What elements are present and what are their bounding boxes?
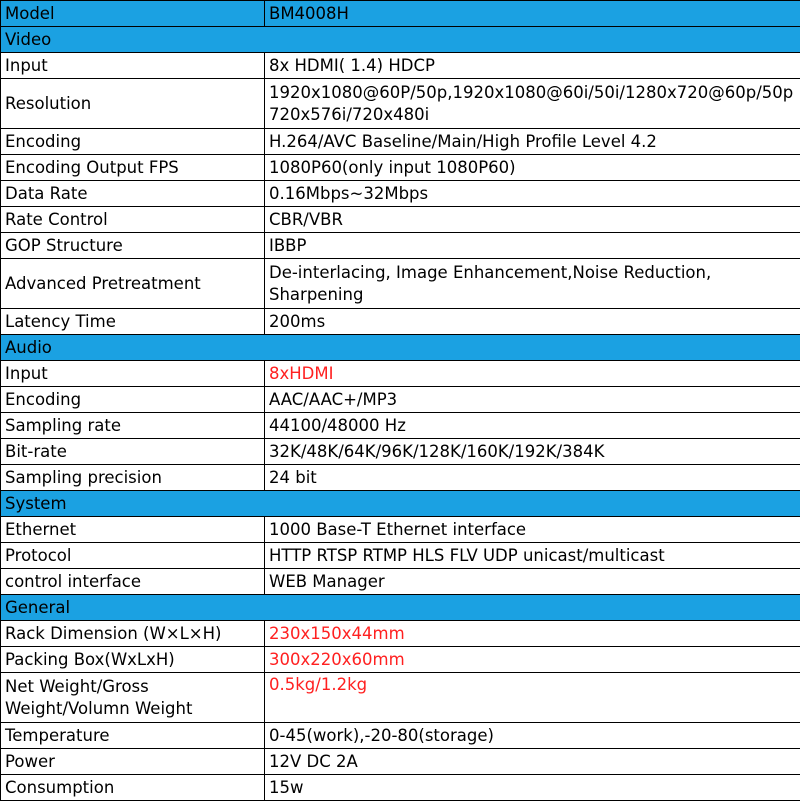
model-value: BM4008H bbox=[265, 1, 800, 27]
spec-label: Encoding Output FPS bbox=[1, 155, 265, 181]
spec-value: 1080P60(only input 1080P60) bbox=[265, 155, 800, 181]
spec-row bbox=[1, 129, 800, 155]
spec-value: IBBP bbox=[265, 233, 800, 259]
spec-row bbox=[1, 569, 800, 595]
spec-label: control interface bbox=[1, 569, 265, 595]
spec-row bbox=[1, 181, 800, 207]
spec-label: Latency Time bbox=[1, 309, 265, 335]
spec-row bbox=[1, 775, 800, 801]
spec-value: H.264/AVC Baseline/Main/High Profile Level 4.2 bbox=[265, 129, 800, 155]
section-title: Video bbox=[1, 27, 800, 53]
spec-label: Sampling precision bbox=[1, 465, 265, 491]
section-title: System bbox=[1, 491, 800, 517]
section-system bbox=[1, 491, 800, 517]
spec-row bbox=[1, 621, 800, 647]
spec-label: Consumption bbox=[1, 775, 265, 801]
spec-label: Input bbox=[1, 361, 265, 387]
spec-value: 8x HDMI( 1.4) HDCP bbox=[265, 53, 800, 79]
spec-value: AAC/AAC+/MP3 bbox=[265, 387, 800, 413]
spec-value: 15w bbox=[265, 775, 800, 801]
spec-label: Net Weight/Gross Weight/Volumn Weight bbox=[1, 673, 265, 723]
section-title: General bbox=[1, 595, 800, 621]
spec-row bbox=[1, 259, 800, 309]
spec-value: 230x150x44mm bbox=[265, 621, 800, 647]
spec-row bbox=[1, 543, 800, 569]
spec-label: Rate Control bbox=[1, 207, 265, 233]
spec-row bbox=[1, 155, 800, 181]
spec-value: 12V DC 2A bbox=[265, 749, 800, 775]
spec-row bbox=[1, 517, 800, 543]
spec-row bbox=[1, 207, 800, 233]
spec-value: 200ms bbox=[265, 309, 800, 335]
spec-label: Encoding bbox=[1, 387, 265, 413]
spec-label: Bit-rate bbox=[1, 439, 265, 465]
spec-row bbox=[1, 749, 800, 775]
section-audio bbox=[1, 335, 800, 361]
spec-label: Temperature bbox=[1, 723, 265, 749]
spec-row bbox=[1, 79, 800, 129]
spec-value: 0.16Mbps~32Mbps bbox=[265, 181, 800, 207]
spec-row bbox=[1, 53, 800, 79]
spec-label: Power bbox=[1, 749, 265, 775]
spec-row bbox=[1, 413, 800, 439]
spec-value: De-interlacing, Image Enhancement,Noise Reduction, Sharpening bbox=[265, 259, 800, 309]
model-header-row bbox=[1, 1, 800, 27]
spec-row bbox=[1, 233, 800, 259]
section-title: Audio bbox=[1, 335, 800, 361]
spec-value: 0-45(work),-20-80(storage) bbox=[265, 723, 800, 749]
spec-row bbox=[1, 465, 800, 491]
spec-value: 0.5kg/1.2kg bbox=[265, 673, 800, 723]
spec-label: GOP Structure bbox=[1, 233, 265, 259]
spec-label: Packing Box(WxLxH) bbox=[1, 647, 265, 673]
spec-value: 8xHDMI bbox=[265, 361, 800, 387]
spec-label: Data Rate bbox=[1, 181, 265, 207]
spec-value: 1920x1080@60P/50p,1920x1080@60i/50i/1280x720@60p/50p 720x576i/720x480i bbox=[265, 79, 800, 129]
section-video bbox=[1, 27, 800, 53]
spec-value: HTTP RTSP RTMP HLS FLV UDP unicast/multicast bbox=[265, 543, 800, 569]
spec-value: 300x220x60mm bbox=[265, 647, 800, 673]
spec-value: 1000 Base-T Ethernet interface bbox=[265, 517, 800, 543]
spec-value: WEB Manager bbox=[265, 569, 800, 595]
spec-value: 44100/48000 Hz bbox=[265, 413, 800, 439]
spec-row bbox=[1, 673, 800, 723]
spec-row bbox=[1, 723, 800, 749]
spec-value: 24 bit bbox=[265, 465, 800, 491]
spec-value: 32K/48K/64K/96K/128K/160K/192K/384K bbox=[265, 439, 800, 465]
model-label: Model bbox=[1, 1, 265, 27]
spec-label: Sampling rate bbox=[1, 413, 265, 439]
spec-row bbox=[1, 439, 800, 465]
spec-label: Resolution bbox=[1, 79, 265, 129]
spec-row bbox=[1, 647, 800, 673]
spec-label: Encoding bbox=[1, 129, 265, 155]
spec-label: Rack Dimension (W×L×H) bbox=[1, 621, 265, 647]
spec-row bbox=[1, 361, 800, 387]
spec-row bbox=[1, 309, 800, 335]
spec-value: CBR/VBR bbox=[265, 207, 800, 233]
spec-label: Protocol bbox=[1, 543, 265, 569]
spec-label: Input bbox=[1, 53, 265, 79]
section-general bbox=[1, 595, 800, 621]
spec-row bbox=[1, 387, 800, 413]
spec-label: Ethernet bbox=[1, 517, 265, 543]
spec-label: Advanced Pretreatment bbox=[1, 259, 265, 309]
